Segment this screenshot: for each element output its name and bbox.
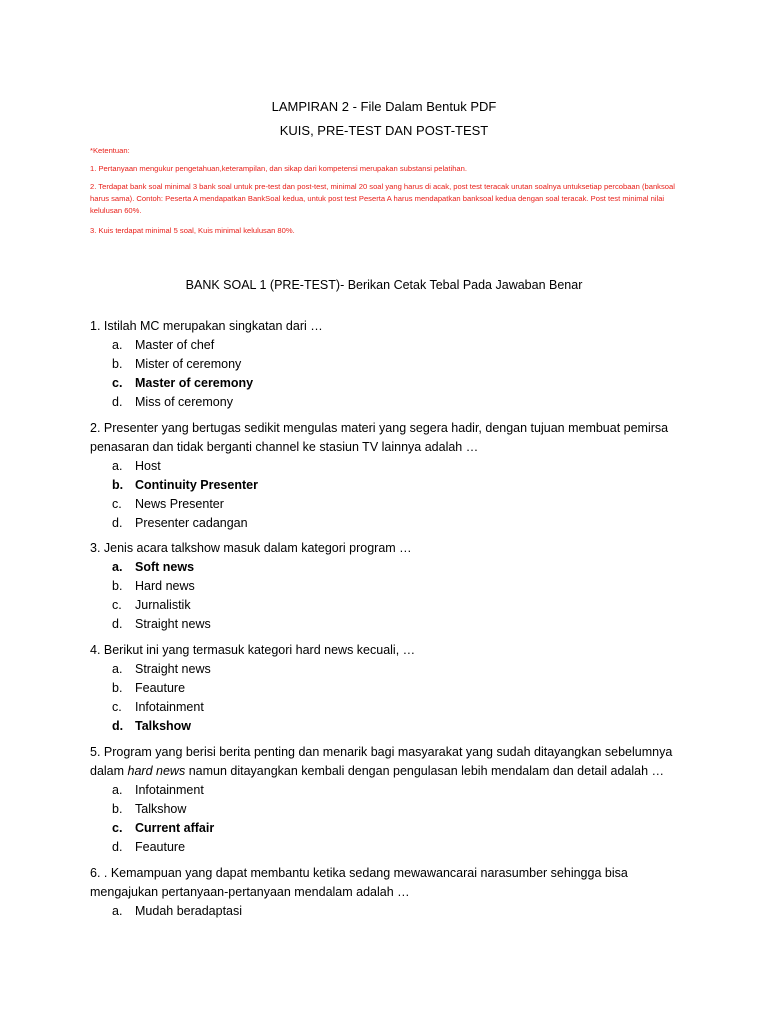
option: a. Master of chef: [112, 338, 215, 352]
option-correct: c. Master of ceremony: [112, 376, 254, 390]
option-correct: a. Soft news: [112, 560, 195, 574]
option: a. Host: [112, 459, 161, 473]
rule-item: 1. Pertanyaan mengukur pengetahuan,keterampilan, dan sikap dari kompetensi merupakan substansi pelatihan.: [90, 164, 467, 173]
question-stem: 6. . Kemampuan yang dapat membantu ketika sedang mewawancarai narasumber sehingga bisa mengajukan pertanyaan-pertanyaan mendalam adalah …: [90, 866, 628, 899]
question-stem: 1. Istilah MC merupakan singkatan dari …: [90, 319, 323, 333]
rule-item: 3. Kuis terdapat minimal 5 soal, Kuis minimal kelulusan 80%.: [90, 226, 295, 235]
option: c. Jurnalistik: [112, 598, 191, 612]
question-4: [90, 641, 690, 736]
option: c. News Presenter: [112, 497, 224, 511]
option: b. Hard news: [112, 579, 195, 593]
option: c. Infotainment: [112, 700, 204, 714]
option-list: [90, 457, 690, 533]
option: d. Feauture: [112, 840, 186, 854]
question-stem: 2. Presenter yang bertugas sedikit mengulas materi yang segera hadir, dengan tujuan membuat pemirsa penasaran dan tidak berganti channel ke stasiun TV lainnya adalah …: [90, 421, 669, 454]
question-3: [90, 539, 690, 634]
option-list: [90, 336, 690, 412]
question-stem: 4. Berikut ini yang termasuk kategori hard news kecuali, …: [90, 643, 416, 657]
option-list: [90, 902, 690, 921]
document-subtitle: KUIS, PRE-TEST DAN POST-TEST: [279, 123, 489, 138]
bank-title: BANK SOAL 1 (PRE-TEST)- Berikan Cetak Tebal Pada Jawaban Benar: [185, 278, 583, 292]
option: b. Talkshow: [112, 802, 187, 816]
document-title: LAMPIRAN 2 - File Dalam Bentuk PDF: [271, 99, 497, 114]
question-5: [90, 743, 690, 857]
option-correct: c. Current affair: [112, 821, 215, 835]
option-list: [90, 660, 690, 736]
option: b. Mister of ceremony: [112, 357, 242, 371]
option-list: [90, 558, 690, 634]
option: a. Straight news: [112, 662, 211, 676]
option: a. Mudah beradaptasi: [112, 904, 243, 918]
question-stem: 5. Program yang berisi berita penting dan menarik bagi masyarakat yang sudah ditayangkan sebelumnya dalam hard news namun ditayangkan kembali dengan pengulasan lebih mendalam dan detail adalah …: [90, 745, 673, 778]
option: a. Infotainment: [112, 783, 204, 797]
option: d. Presenter cadangan: [112, 516, 248, 530]
option-correct: d. Talkshow: [112, 719, 192, 733]
question-1: [90, 317, 690, 412]
emphasis-text: hard news: [127, 764, 186, 778]
option: d. Straight news: [112, 617, 211, 631]
question-2: [90, 419, 690, 533]
option-list: [90, 781, 690, 857]
option: b. Feauture: [112, 681, 186, 695]
rule-item: 2. Terdapat bank soal minimal 3 bank soal untuk pre-test dan post-test, minimal 20 soal yang harus di acak, post test teracak urutan soalnya untuksetiap percobaan (banksoal harus sama). Contoh: Peserta A mendapatkan BankSoal kedua, untuk post test Peserta A harus mendapatkan banksoal kedua dengan soal teracak. Post test minimal nilai kelulusan 60%.: [90, 182, 675, 215]
rules-heading: *Ketentuan:: [90, 146, 130, 155]
option: d. Miss of ceremony: [112, 395, 233, 409]
question-stem: 3. Jenis acara talkshow masuk dalam kategori program …: [90, 541, 412, 555]
option-correct: b. Continuity Presenter: [112, 478, 258, 492]
question-6: [90, 864, 690, 921]
